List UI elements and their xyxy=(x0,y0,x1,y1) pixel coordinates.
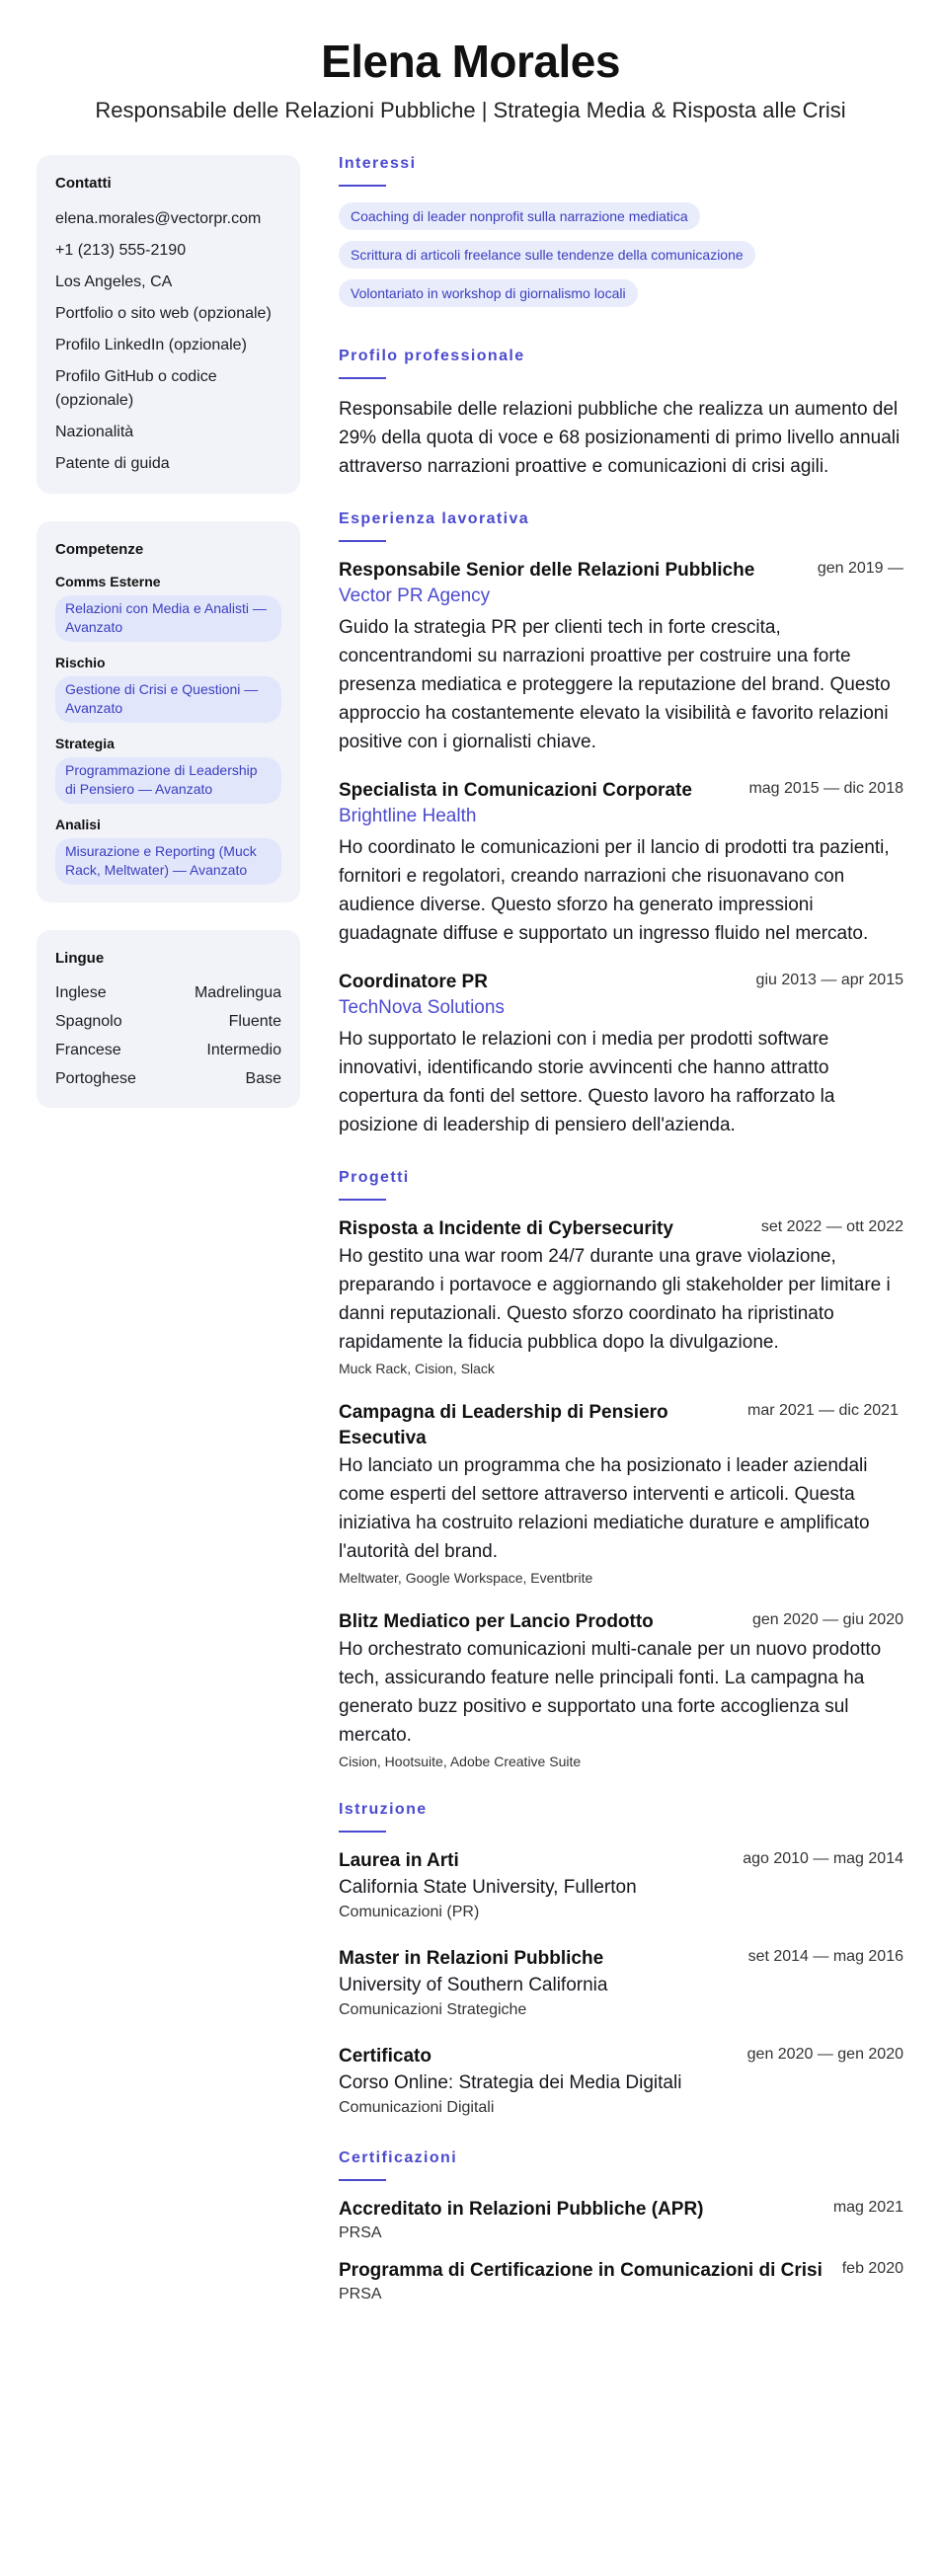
languages-card xyxy=(37,930,300,1108)
interest-list xyxy=(339,202,903,318)
field-of-study: Comunicazioni (PR) xyxy=(339,1904,480,1920)
project-description: Ho gestito una war room 24/7 durante una grave violazione, preparando i portavoce e aggiornando gli stakeholder per limitare i danni reputazionali. Questo sforzo coordinato ha ripristinato rapidamente la fiducia pubblica dopo la divulgazione. xyxy=(339,1246,891,1353)
language-row xyxy=(55,1068,281,1090)
project-date: gen 2020 — giu 2020 xyxy=(751,1611,903,1628)
project-entry xyxy=(339,1400,903,1588)
candidate-headline: Responsabile delle Relazioni Pubbliche | Strategia Media & Risposta alle Crisi xyxy=(95,98,846,122)
skill-group xyxy=(55,817,281,885)
interest-pill: Scrittura di articoli freelance sulle tendenze della comunicazione xyxy=(339,241,755,269)
job-description: Guido la strategia PR per clienti tech in forte crescita, concentrandomi su narrazioni proattive per costruire una forte presenza mediatica e proteggere la reputazione del brand. Questo approccio ha costantemente elevato la visibilità e favorito relazioni positive con i giornalisti chiave. xyxy=(339,617,891,752)
language-level: Base xyxy=(245,1070,281,1087)
interests-section xyxy=(339,155,903,318)
project-name: Campagna di Leadership di Pensiero Esecutiva xyxy=(339,1402,668,1448)
job-date: mag 2015 — dic 2018 xyxy=(748,780,903,797)
section-title: Certificazioni xyxy=(339,2149,458,2166)
section-divider xyxy=(339,1199,386,1201)
experience-entry xyxy=(339,558,903,756)
certification-entry xyxy=(339,2197,903,2244)
contact-portfolio[interactable]: Portfolio o sito web (opzionale) xyxy=(55,305,272,322)
language-row xyxy=(55,1040,281,1061)
section-divider xyxy=(339,377,386,379)
company-name: Vector PR Agency xyxy=(339,585,491,606)
projects-section xyxy=(339,1169,903,1771)
candidate-name: Elena Morales xyxy=(321,36,620,87)
language-row xyxy=(55,1011,281,1033)
section-title: Progetti xyxy=(339,1169,410,1186)
skill-pill: Gestione di Crisi e Questioni — Avanzato xyxy=(55,676,281,723)
job-date: gen 2019 — xyxy=(817,560,903,577)
skill-category: Analisi xyxy=(55,817,101,832)
contacts-card xyxy=(37,155,300,494)
section-title: Esperienza lavorativa xyxy=(339,510,530,527)
skills-title: Competenze xyxy=(55,541,144,558)
certification-name: Accreditato in Relazioni Pubbliche (APR) xyxy=(339,2199,704,2220)
job-title: Responsabile Senior delle Relazioni Pubbliche xyxy=(339,560,755,581)
section-divider xyxy=(339,185,386,187)
sidebar xyxy=(37,155,300,1135)
certification-issuer: PRSA xyxy=(339,2225,382,2241)
education-entry xyxy=(339,2044,903,2120)
experience-section xyxy=(339,510,903,1139)
profile-section xyxy=(339,348,903,481)
project-name: Risposta a Incidente di Cybersecurity xyxy=(339,1218,673,1239)
skill-group xyxy=(55,574,281,642)
degree-name: Master in Relazioni Pubbliche xyxy=(339,1948,604,1969)
section-title: Profilo professionale xyxy=(339,348,525,364)
languages-title: Lingue xyxy=(55,950,105,967)
job-title: Specialista in Comunicazioni Corporate xyxy=(339,780,692,801)
language-level: Madrelingua xyxy=(194,984,281,1001)
project-description: Ho orchestrato comunicazioni multi-canale per un nuovo prodotto tech, assicurando feature nelle principali fonti. La campagna ha generato buzz positivo e supportato una forte accoglienza sul mercato. xyxy=(339,1639,882,1746)
language-level: Fluente xyxy=(228,1013,281,1030)
education-entry xyxy=(339,1946,903,2022)
school-name: California State University, Fullerton xyxy=(339,1877,637,1898)
contact-email[interactable]: elena.morales@vectorpr.com xyxy=(55,210,262,227)
certifications-section xyxy=(339,2149,903,2305)
project-date: mar 2021 — dic 2021 xyxy=(747,1402,899,1419)
skill-pill: Misurazione e Reporting (Muck Rack, Meltwater) — Avanzato xyxy=(55,838,281,885)
experience-entry xyxy=(339,778,903,948)
section-divider xyxy=(339,540,386,542)
field-of-study: Comunicazioni Strategiche xyxy=(339,2001,527,2018)
contact-driving-license: Patente di guida xyxy=(55,455,170,472)
degree-name: Certificato xyxy=(339,2046,431,2067)
education-date: gen 2020 — gen 2020 xyxy=(746,2046,903,2063)
education-date: ago 2010 — mag 2014 xyxy=(743,1850,903,1867)
school-name: University of Southern California xyxy=(339,1975,608,1995)
skills-card xyxy=(37,521,300,902)
skill-category: Strategia xyxy=(55,736,115,751)
section-divider xyxy=(339,1831,386,1833)
contact-github[interactable]: Profilo GitHub o codice (opzionale) xyxy=(55,368,217,409)
skill-category: Comms Esterne xyxy=(55,574,161,589)
skill-group xyxy=(55,655,281,723)
skill-category: Rischio xyxy=(55,655,106,670)
project-tools: Cision, Hootsuite, Adobe Creative Suite xyxy=(339,1754,582,1769)
project-tools: Muck Rack, Cision, Slack xyxy=(339,1361,495,1376)
project-entry xyxy=(339,1609,903,1771)
language-level: Intermedio xyxy=(206,1042,281,1058)
skill-group xyxy=(55,736,281,804)
certification-name: Programma di Certificazione in Comunicazioni di Crisi xyxy=(339,2260,823,2281)
experience-entry xyxy=(339,970,903,1139)
certification-date: mag 2021 xyxy=(832,2199,903,2216)
project-entry xyxy=(339,1216,903,1378)
education-section xyxy=(339,1801,903,2120)
language-name: Spagnolo xyxy=(55,1013,122,1030)
resume-header xyxy=(0,34,941,124)
school-name: Corso Online: Strategia dei Media Digitali xyxy=(339,2072,682,2093)
section-title: Interessi xyxy=(339,155,417,172)
education-entry xyxy=(339,1848,903,1924)
project-tools: Meltwater, Google Workspace, Eventbrite xyxy=(339,1570,593,1586)
language-row xyxy=(55,982,281,1004)
certification-entry xyxy=(339,2258,903,2305)
language-name: Portoghese xyxy=(55,1070,136,1087)
section-divider xyxy=(339,2179,386,2181)
language-name: Inglese xyxy=(55,984,107,1001)
section-title: Istruzione xyxy=(339,1801,428,1818)
degree-name: Laurea in Arti xyxy=(339,1850,459,1871)
project-date: set 2022 — ott 2022 xyxy=(760,1218,903,1235)
profile-summary: Responsabile delle relazioni pubbliche che realizza un aumento del 29% della quota di voce e 68 posizionamenti di primo livello annuali attraverso narrazioni proattive e comunicazioni di crisi agili. xyxy=(339,399,901,477)
contacts-title: Contatti xyxy=(55,175,112,192)
contact-phone[interactable]: +1 (213) 555-2190 xyxy=(55,242,187,259)
skill-pill: Relazioni con Media e Analisti — Avanzato xyxy=(55,595,281,642)
language-name: Francese xyxy=(55,1042,121,1058)
job-description: Ho supportato le relazioni con i media per prodotti software innovativi, identificando storie avvincenti che hanno attratto copertura da fonti del settore. Questo lavoro ha rafforzato la posizione di leadership di pensiero dell'azienda. xyxy=(339,1029,835,1135)
contact-nationality: Nazionalità xyxy=(55,424,134,440)
job-title: Coordinatore PR xyxy=(339,972,488,992)
interest-pill: Coaching di leader nonprofit sulla narrazione mediatica xyxy=(339,202,700,230)
skill-pill: Programmazione di Leadership di Pensiero — Avanzato xyxy=(55,757,281,804)
main-column xyxy=(339,155,903,2335)
certification-date: feb 2020 xyxy=(841,2260,903,2277)
company-name: TechNova Solutions xyxy=(339,997,505,1018)
education-date: set 2014 — mag 2016 xyxy=(747,1948,903,1965)
company-name: Brightline Health xyxy=(339,806,477,826)
certification-issuer: PRSA xyxy=(339,2286,382,2303)
project-description: Ho lanciato un programma che ha posizionato i leader aziendali come esperti del settore attraverso interventi e articoli. Questa iniziativa ha costruito relazioni mediatiche durature e amplificato l'autorità del brand. xyxy=(339,1455,870,1562)
project-name: Blitz Mediatico per Lancio Prodotto xyxy=(339,1611,654,1632)
contact-location: Los Angeles, CA xyxy=(55,273,173,290)
interest-pill: Volontariato in workshop di giornalismo locali xyxy=(339,279,638,307)
job-description: Ho coordinato le comunicazioni per il lancio di prodotti tra pazienti, fornitori e regolatori, creando narrazioni che risuonavano con audience diverse. Questo sforzo ha generato impressioni guadagnate diffuse e supportato un ingresso fluido nel mercato. xyxy=(339,837,890,944)
job-date: giu 2013 — apr 2015 xyxy=(755,972,903,988)
field-of-study: Comunicazioni Digitali xyxy=(339,2099,495,2116)
contact-linkedin[interactable]: Profilo LinkedIn (opzionale) xyxy=(55,337,247,353)
